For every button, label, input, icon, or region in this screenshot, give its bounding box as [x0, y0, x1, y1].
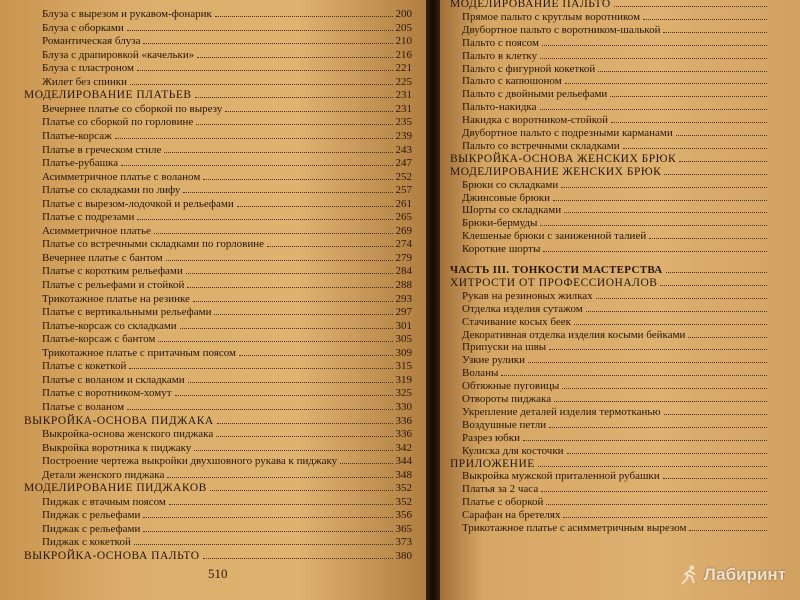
dot-leader [614, 6, 767, 7]
toc-entry-label: Отвороты пиджака [462, 393, 552, 405]
toc-entry-label: МОДЕЛИРОВАНИЕ ПИДЖАКОВ [24, 482, 207, 495]
dot-leader [186, 273, 393, 274]
toc-entry-label: Платье в греческом стиле [42, 143, 162, 156]
toc-entry-label: Платье с вертикальными рельефами [42, 306, 212, 319]
toc-entry-label: Трикотажное платье на резинке [42, 292, 190, 305]
dot-leader [267, 246, 392, 247]
dot-leader [164, 152, 392, 153]
toc-entry-label: Воланы [462, 367, 499, 380]
toc-entry-page: 265 [395, 211, 412, 224]
toc-entry [462, 419, 770, 432]
toc-entry-label: ХИТРОСТИ ОТ ПРОФЕССИОНАЛОВ [450, 276, 658, 289]
toc-entry-label: ПРИЛОЖЕНИЕ [450, 457, 535, 470]
toc-entry-label: Декоративная отделка изделия косыми бейками [462, 328, 686, 341]
toc-entry [42, 360, 412, 373]
toc-entry-label: Платье-корсаж с бантом [42, 333, 156, 346]
toc-entry-label: Платье со сборкой по горловине [42, 116, 194, 129]
toc-entry-label: Построение чертежа выкройки двухшовного рукава к пиджаку [42, 455, 338, 468]
toc-entry [462, 509, 770, 522]
dot-leader [554, 401, 767, 402]
toc-entry [42, 536, 412, 549]
dot-leader [586, 311, 767, 312]
toc-entry-label: Пиджак с рельефами [42, 509, 141, 522]
toc-entry [462, 88, 770, 101]
dot-leader [562, 388, 767, 389]
toc-entry [42, 22, 412, 35]
book-gutter [426, 0, 440, 600]
dot-leader [501, 375, 767, 376]
dot-leader [528, 362, 767, 363]
toc-section-heading [450, 166, 770, 179]
dot-leader [225, 111, 392, 112]
toc-entry [42, 428, 412, 441]
toc-entry-label: Асимметричное платье [42, 224, 151, 237]
toc-entry-label: Платье-корсаж со складками [42, 319, 177, 332]
toc-entry [462, 127, 770, 140]
toc-entry [42, 401, 412, 414]
toc-entry [42, 184, 412, 197]
toc-entry-label: Пальто с двойными рельефами [462, 88, 608, 101]
toc-entry-label: Пиджак с кокеткой [42, 536, 131, 549]
toc-entry-label: Платье с воланом и складками [42, 373, 185, 386]
page-number: 510 [208, 566, 228, 581]
toc-entry [42, 496, 412, 509]
dot-leader [129, 368, 392, 369]
toc-entry-label: Платье с воротником-хомут [42, 387, 172, 400]
toc-entry [42, 374, 412, 387]
dot-leader [540, 58, 767, 59]
toc-entry-label: Двубортное пальто с подрезными карманами [462, 127, 673, 139]
toc-entry-page: 279 [395, 251, 412, 264]
dot-leader [195, 97, 393, 98]
toc-entry-page: 225 [395, 75, 412, 88]
dot-leader [538, 466, 767, 467]
toc-entry [42, 76, 412, 89]
toc-entry-page: 269 [395, 224, 412, 237]
toc-entry [462, 432, 770, 445]
dot-leader [660, 285, 767, 286]
toc-entry-page: 365 [395, 522, 412, 535]
toc-entry-label: Блуза с пластроном [42, 62, 134, 75]
toc-entry-page: 200 [395, 8, 412, 20]
dot-leader [564, 212, 767, 213]
toc-entry [462, 63, 770, 76]
toc-entry-label: Блуза с драпировкой «качельки» [42, 48, 195, 61]
toc-section-heading [24, 415, 412, 428]
dot-leader [540, 225, 767, 226]
toc-entry-label: Жилет без спинки [42, 75, 128, 88]
toc-entry-label: Воздушные петли [462, 418, 547, 431]
toc-entry [42, 333, 412, 346]
dot-leader [610, 96, 767, 97]
toc-entry-page: 315 [395, 360, 412, 373]
toc-entry [462, 341, 770, 354]
toc-entry-page: 243 [395, 143, 412, 156]
dot-leader [574, 324, 767, 325]
toc-entry [42, 8, 412, 21]
toc-entry [462, 316, 770, 329]
toc-entry-label: Платье с рельефами и стойкой [42, 279, 185, 291]
toc-entry-page: 297 [395, 306, 412, 319]
toc-entry-label: Припуски на швы [462, 341, 547, 354]
dot-leader [197, 57, 392, 58]
toc-entry [42, 293, 412, 306]
dot-leader [611, 122, 767, 123]
toc-entry-label: ВЫКРОЙКА-ОСНОВА ПИДЖАКА [24, 414, 214, 427]
dot-leader [563, 517, 767, 518]
dot-leader [649, 238, 767, 239]
dot-leader [169, 504, 393, 505]
dot-leader [541, 491, 767, 492]
toc-entry-label: Сарафан на бретелях [462, 509, 561, 522]
dot-leader [540, 109, 768, 110]
toc-entry-page: 247 [395, 157, 412, 170]
toc-entry [42, 455, 412, 468]
toc-entry [462, 230, 770, 243]
toc-section-heading [450, 153, 770, 166]
toc-entry [42, 469, 412, 482]
toc-entry-label: Кулиска для косточки [462, 444, 564, 457]
dot-leader [676, 135, 767, 136]
toc-entry [42, 144, 412, 157]
toc-entry-label: Брюки-бермуды [462, 217, 538, 230]
toc-entry [42, 62, 412, 75]
toc-entry-page: 210 [395, 35, 412, 48]
toc-entry-label: Платье со встречными складками по горловине [42, 238, 265, 251]
toc-entry-page: 205 [395, 21, 412, 34]
toc-entry-page: 336 [395, 414, 412, 427]
toc-entry [462, 114, 770, 127]
toc-entry [462, 243, 770, 256]
toc-entry [462, 329, 770, 342]
toc-entry-page: 352 [395, 495, 412, 508]
toc-entry-page: 288 [395, 279, 412, 291]
toc-entry-label: Трикотажное платье с притачным поясом [42, 346, 237, 359]
toc-entry [462, 445, 770, 458]
dot-leader [565, 83, 767, 84]
dot-leader [523, 440, 767, 441]
toc-entry [42, 442, 412, 455]
toc-entry [42, 130, 412, 143]
toc-entry-label: Брюки со складками [462, 178, 559, 191]
dot-leader [237, 206, 393, 207]
toc-entry-page: 305 [395, 333, 412, 346]
dot-leader [543, 251, 767, 252]
toc-entry [42, 523, 412, 536]
dot-leader [143, 531, 392, 532]
toc-entry-label: Узкие рулики [462, 354, 526, 367]
toc-entry-page: 301 [395, 319, 412, 332]
toc-entry-label: Вечернее платье со сборкой по вырезу [42, 102, 223, 115]
dot-leader [203, 179, 392, 180]
dot-leader [688, 337, 767, 338]
toc-entry-label: Стачивание косых беек [462, 315, 571, 328]
toc-entry-label: Платье со складками по лифу [42, 184, 181, 197]
toc-entry-page: 293 [395, 292, 412, 305]
toc-entry-page: 319 [395, 373, 412, 386]
dot-leader [143, 517, 392, 518]
dot-leader [666, 272, 767, 273]
dot-leader [216, 436, 392, 437]
dot-leader [542, 45, 767, 46]
toc-entry [42, 171, 412, 184]
toc-entry-label: Отделка изделия сутажом [462, 302, 583, 315]
toc-entry-label: Пальто-накидка [462, 101, 537, 114]
toc-entry [42, 211, 412, 224]
toc-entry [462, 179, 770, 192]
toc-entry [42, 238, 412, 251]
dot-leader [127, 409, 392, 410]
dot-leader [643, 19, 767, 20]
dot-leader [664, 174, 767, 175]
dot-leader [158, 341, 392, 342]
dot-leader [196, 124, 392, 125]
toc-entry [462, 217, 770, 230]
dot-leader [679, 161, 767, 162]
toc-entry-label: Трикотажное платье с асимметричным вырезом [462, 522, 687, 534]
toc-entry-page: 325 [395, 387, 412, 400]
dot-leader [217, 423, 393, 424]
toc-entry-label: Платье с вырезом-лодочкой и рельефами [42, 197, 234, 210]
toc-entry [42, 509, 412, 522]
toc-entry-label: ЧАСТЬ III. ТОНКОСТИ МАСТЕРСТВА [450, 264, 663, 276]
toc-entry-label: Пальто с поясом [462, 36, 539, 49]
toc-entry-page: 239 [395, 129, 412, 142]
toc-entry-page: 216 [395, 48, 412, 61]
dot-leader [214, 314, 392, 315]
toc-entry-page: 348 [395, 468, 412, 481]
toc-section-heading [24, 482, 412, 495]
toc-section-heading [24, 550, 412, 563]
toc-entry [42, 35, 412, 48]
toc-entry [462, 101, 770, 114]
toc-entry-label: Платье с коротким рельефами [42, 265, 183, 278]
toc-entry [462, 367, 770, 380]
toc-entry-page: 352 [395, 482, 412, 495]
toc-entry [462, 470, 770, 483]
toc-entry [462, 37, 770, 50]
toc-entry [42, 279, 412, 292]
toc-entry-page: 330 [395, 400, 412, 413]
dot-leader [130, 84, 392, 85]
dot-leader [203, 558, 393, 559]
toc-entry-page: 284 [395, 265, 412, 278]
dot-leader [137, 70, 393, 71]
toc-entry-label: ВЫКРОЙКА-ОСНОВА ПАЛЬТО [24, 550, 200, 562]
toc-entry-label: Детали женского пиджака [42, 468, 165, 481]
dot-leader [167, 477, 392, 478]
dot-leader [549, 349, 767, 350]
toc-entry-label: Пиджак с втачным поясом [42, 495, 166, 508]
dot-leader [689, 530, 767, 531]
dot-leader [598, 71, 767, 72]
toc-entry [42, 265, 412, 278]
toc-entry [462, 522, 770, 535]
toc-entry-label: Пальто со встречными складками [462, 139, 620, 152]
toc-entry-label: Прямое пальто с круглым воротником [462, 10, 641, 23]
toc-entry [42, 252, 412, 265]
toc-entry [42, 157, 412, 170]
toc-entry-page: 336 [395, 428, 412, 441]
toc-entry-page: 342 [395, 441, 412, 454]
toc-entry [42, 49, 412, 62]
toc-entry [42, 347, 412, 360]
toc-entry-label: Укрепление деталей изделия термотканью [462, 405, 661, 418]
toc-section-heading [450, 277, 770, 290]
toc-entry-label: Платье с оборкой [462, 496, 544, 509]
toc-entry-label: Клешеные брюки с заниженной талией [462, 230, 647, 243]
dot-leader [143, 43, 392, 44]
dot-leader [239, 355, 392, 356]
toc-entry [42, 320, 412, 333]
toc-entry-page: 257 [395, 184, 412, 197]
toc-entry [462, 380, 770, 393]
dot-leader [188, 382, 393, 383]
toc-entry [462, 140, 770, 153]
toc-entry-label: Рукав на резиновых жилках [462, 289, 593, 302]
dot-leader [115, 138, 393, 139]
toc-entry-page: 380 [395, 550, 412, 562]
toc-entry-page: 309 [395, 346, 412, 359]
dot-leader [180, 328, 393, 329]
dot-leader [175, 395, 393, 396]
dot-leader [183, 192, 392, 193]
toc-entry [462, 11, 770, 24]
dot-leader [121, 165, 392, 166]
toc-entry-label: Платье с воланом [42, 400, 125, 413]
toc-section-heading [24, 89, 412, 102]
dot-leader [546, 504, 767, 505]
toc-entry [462, 204, 770, 217]
dot-leader [194, 450, 392, 451]
toc-section-heading [450, 0, 770, 11]
toc-entry-label: Обтяжные пуговицы [462, 380, 560, 393]
toc-entry-page: 235 [395, 116, 412, 129]
toc-entry-label: Накидка с воротником-стойкой [462, 114, 608, 127]
toc-entry [42, 225, 412, 238]
toc-entry-label: Короткие шорты [462, 243, 541, 256]
dot-leader [553, 200, 767, 201]
toc-entry-label: Блуза с оборками [42, 21, 124, 34]
toc-entry-label: МОДЕЛИРОВАНИЕ ПАЛЬТО [450, 0, 611, 10]
toc-entry [462, 50, 770, 63]
toc-entry [42, 306, 412, 319]
toc-entry [42, 103, 412, 116]
toc-entry [462, 406, 770, 419]
dot-leader [664, 414, 767, 415]
toc-entry-label: Выкройка мужской приталенной рубашки [462, 470, 660, 483]
toc-entry-label: Шорты со складками [462, 204, 562, 217]
dot-leader [623, 148, 767, 149]
toc-entry [462, 393, 770, 406]
dot-leader [166, 260, 393, 261]
toc-entry-label: МОДЕЛИРОВАНИЕ ПЛАТЬЕВ [24, 89, 192, 102]
dot-leader [340, 463, 392, 464]
dot-leader [663, 32, 767, 33]
dot-leader [549, 427, 767, 428]
dot-leader [215, 16, 393, 17]
dot-leader [193, 301, 393, 302]
toc-entry-label: Выкройка воротника к пиджаку [42, 441, 192, 454]
toc-entry-label: Платье с подрезами [42, 211, 135, 224]
toc-entry-label: МОДЕЛИРОВАНИЕ ЖЕНСКИХ БРЮК [450, 165, 662, 178]
dot-leader [127, 30, 393, 31]
toc-entry-label: Пальто в клетку [462, 49, 538, 62]
toc-entry-label: Платье с кокеткой [42, 360, 127, 373]
toc-entry-label: ВЫКРОЙКА-ОСНОВА ЖЕНСКИХ БРЮК [450, 152, 677, 165]
toc-entry [42, 387, 412, 400]
dot-leader [154, 233, 393, 234]
dot-leader [137, 219, 392, 220]
toc-entry-page: 221 [395, 62, 412, 75]
dot-leader [561, 187, 767, 188]
toc-entry-label: Пальто с капюшоном [462, 75, 562, 88]
toc-entry [462, 483, 770, 496]
toc-entry [462, 24, 770, 37]
toc-entry [462, 290, 770, 303]
toc-entry-label: Разрез юбки [462, 431, 521, 444]
dot-leader [567, 453, 767, 454]
toc-entry [42, 116, 412, 129]
toc-entry-label: Пальто с фигурной кокеткой [462, 62, 596, 75]
labyrinth-runner-icon [678, 564, 700, 586]
toc-entry-label: Вечернее платье с бантом [42, 251, 163, 264]
toc-entry-label: Романтическая блуза [42, 35, 141, 48]
toc-entry [462, 496, 770, 509]
toc-entry [462, 192, 770, 205]
toc-entry-label: Блуза с вырезом и рукавом-фонарик [42, 8, 212, 20]
toc-entry [462, 303, 770, 316]
watermark-logo [678, 564, 786, 586]
right-page [440, 0, 800, 600]
toc-entry-page: 274 [395, 238, 412, 251]
toc-entry-page: 231 [395, 89, 412, 102]
dot-leader [187, 287, 392, 288]
toc-entry-label: Двубортное пальто с воротником-шалькой [462, 23, 661, 36]
toc-entry-page: 261 [395, 197, 412, 210]
toc-entry-page: 356 [395, 509, 412, 522]
toc-section-heading [450, 458, 770, 471]
toc-entry [462, 75, 770, 88]
toc-entry-label: Выкройка-основа женского пиджака [42, 428, 214, 441]
toc-entry-label: Асимметричное платье с воланом [42, 170, 201, 183]
dot-leader [210, 490, 393, 491]
toc-entry-page: 231 [395, 102, 412, 115]
toc-entry-label: Пиджак с рельефами [42, 522, 141, 535]
dot-leader [663, 478, 767, 479]
toc-entry-page: 252 [395, 170, 412, 183]
toc-entry-label: Джинсовые брюки [462, 191, 551, 204]
toc-entry-label: Платье-корсаж [42, 129, 112, 142]
toc-entry-label: Платья за 2 часа [462, 483, 539, 496]
toc-entry-label: Платье-рубашка [42, 157, 119, 170]
toc-part-heading [450, 264, 770, 277]
toc-entry-page: 373 [395, 536, 412, 549]
dot-leader [134, 544, 393, 545]
toc-entry-page: 344 [395, 455, 412, 468]
toc-entry [462, 354, 770, 367]
watermark-text: Лабиринт [703, 565, 786, 584]
toc-entry [42, 198, 412, 211]
dot-leader [596, 298, 767, 299]
